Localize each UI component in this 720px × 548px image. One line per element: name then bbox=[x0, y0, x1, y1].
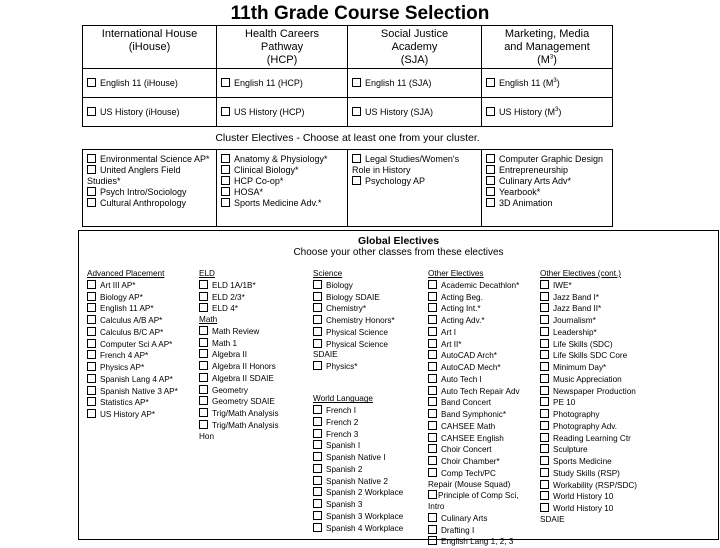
course-option[interactable]: Sports Medicine bbox=[540, 456, 637, 468]
course-option[interactable]: Geometry SDAIE bbox=[199, 396, 279, 408]
course-option[interactable]: US History $(M^3)$ bbox=[482, 98, 613, 127]
course-option[interactable]: Acting Int.* bbox=[428, 303, 520, 315]
checkbox[interactable] bbox=[87, 327, 96, 336]
course-option[interactable]: Choir Chamber* bbox=[428, 456, 520, 468]
course-option[interactable]: Spanish Lang 4 AP* bbox=[87, 374, 178, 386]
course-option[interactable]: Photography Adv. bbox=[540, 421, 637, 433]
course-option[interactable]: English 11 (SJA) bbox=[348, 69, 482, 98]
checkbox[interactable] bbox=[313, 440, 322, 449]
course-option[interactable]: Math Review bbox=[199, 326, 279, 338]
checkbox[interactable] bbox=[87, 107, 96, 116]
course-option[interactable]: Jazz Band II* bbox=[540, 303, 637, 315]
course-option[interactable]: Sports Medicine Adv.* bbox=[221, 198, 343, 209]
column-heading: ELD bbox=[199, 269, 215, 278]
course-option[interactable]: AutoCAD Arch* bbox=[428, 350, 520, 362]
checkbox[interactable] bbox=[221, 78, 230, 87]
checkbox[interactable] bbox=[221, 187, 230, 196]
checkbox[interactable] bbox=[199, 420, 208, 429]
course-option[interactable]: Academic Decathlon* bbox=[428, 280, 520, 292]
course-option[interactable]: Spanish I bbox=[313, 440, 403, 452]
other-electives-cont-column bbox=[540, 269, 637, 526]
checkbox[interactable] bbox=[428, 421, 437, 430]
checkbox[interactable] bbox=[87, 154, 96, 163]
page-title: 11th Grade Course Selection bbox=[230, 3, 490, 24]
course-option[interactable]: Physics AP* bbox=[87, 362, 178, 374]
course-option[interactable]: Auto Tech I bbox=[428, 374, 520, 386]
course-option[interactable]: Culinary Arts bbox=[428, 513, 520, 525]
course-option[interactable]: Entrepreneurship bbox=[486, 165, 608, 176]
course-option[interactable]: Life Skills (SDC) bbox=[540, 339, 637, 351]
course-option[interactable]: CAHSEE Math bbox=[428, 421, 520, 433]
checkbox[interactable] bbox=[313, 339, 322, 348]
course-option[interactable]: Computer Graphic Design bbox=[486, 154, 608, 165]
course-option[interactable]: Chemistry Honors* bbox=[313, 315, 403, 327]
eld-math-column bbox=[199, 269, 279, 442]
checkbox[interactable] bbox=[87, 350, 96, 359]
column-heading: Other Electives (cont.) bbox=[540, 269, 621, 278]
course-option[interactable]: 3D Animation bbox=[486, 198, 608, 209]
course-option[interactable]: Psychology AP bbox=[352, 176, 477, 187]
course-option[interactable]: French I bbox=[313, 405, 403, 417]
course-option[interactable]: Spanish Native 2 bbox=[313, 476, 403, 488]
checkbox[interactable] bbox=[540, 444, 549, 453]
course-option[interactable]: World History 10 bbox=[540, 491, 637, 503]
course-option[interactable]: World History 10 bbox=[540, 503, 637, 515]
checkbox[interactable] bbox=[87, 165, 96, 174]
course-option[interactable]: Comp Tech/PC bbox=[428, 468, 520, 480]
course-option[interactable]: Trig/Math Analysis bbox=[199, 420, 279, 432]
checkbox[interactable] bbox=[428, 350, 437, 359]
course-option[interactable]: English Lang 1, 2, 3 bbox=[428, 536, 520, 548]
course-option[interactable]: Calculus B/C AP* bbox=[87, 327, 178, 339]
checkbox[interactable] bbox=[540, 339, 549, 348]
checkbox[interactable] bbox=[87, 362, 96, 371]
checkbox[interactable] bbox=[428, 292, 437, 301]
checkbox[interactable] bbox=[199, 361, 208, 370]
course-option[interactable]: IWE* bbox=[540, 280, 637, 292]
checkbox[interactable] bbox=[540, 468, 549, 477]
checkbox[interactable] bbox=[428, 444, 437, 453]
checkbox[interactable] bbox=[313, 405, 322, 414]
cluster-m3 bbox=[482, 150, 613, 227]
checkbox[interactable] bbox=[428, 339, 437, 348]
pathway-table bbox=[82, 25, 613, 227]
checkbox[interactable] bbox=[199, 408, 208, 417]
course-option[interactable]: Life Skills SDC Core bbox=[540, 350, 637, 362]
cluster-banner: Cluster Electives - Choose at least one from your cluster. bbox=[83, 127, 613, 150]
checkbox[interactable] bbox=[428, 280, 437, 289]
checkbox[interactable] bbox=[313, 487, 322, 496]
course-option[interactable]: United Anglers Field Studies* bbox=[87, 165, 181, 186]
course-option[interactable]: Geometry bbox=[199, 385, 279, 397]
course-option[interactable]: ELD 1A/1B* bbox=[199, 280, 279, 292]
course-option[interactable]: French 4 AP* bbox=[87, 350, 178, 362]
course-option[interactable]: Chemistry* bbox=[313, 303, 403, 315]
checkbox[interactable] bbox=[87, 292, 96, 301]
course-option[interactable]: Principle of Comp Sci, bbox=[428, 490, 520, 502]
checkbox[interactable] bbox=[352, 78, 361, 87]
course-option[interactable]: Biology SDAIE bbox=[313, 292, 403, 304]
course-option[interactable]: French 3 bbox=[313, 429, 403, 441]
checkbox[interactable] bbox=[313, 464, 322, 473]
course-option[interactable]: Jazz Band I* bbox=[540, 292, 637, 304]
checkbox[interactable] bbox=[313, 315, 322, 324]
course-option[interactable]: Study Skills (RSP) bbox=[540, 468, 637, 480]
column-heading: Math bbox=[199, 315, 218, 324]
course-option[interactable]: Biology AP* bbox=[87, 292, 178, 304]
course-option[interactable]: Algebra II Honors bbox=[199, 361, 279, 373]
course-option[interactable]: US History AP* bbox=[87, 409, 178, 421]
checkbox[interactable] bbox=[428, 468, 437, 477]
checkbox[interactable] bbox=[540, 280, 549, 289]
course-option[interactable]: Anatomy & Physiology* bbox=[221, 154, 343, 165]
checkbox[interactable] bbox=[428, 513, 437, 522]
course-option[interactable]: Trig/Math Analysis bbox=[199, 408, 279, 420]
course-option[interactable]: Psych Intro/Sociology bbox=[87, 187, 212, 198]
checkbox[interactable] bbox=[540, 421, 549, 430]
checkbox[interactable] bbox=[428, 490, 437, 499]
checkbox[interactable] bbox=[313, 292, 322, 301]
course-option[interactable]: Spanish Native I bbox=[313, 452, 403, 464]
course-text: Hon bbox=[199, 431, 215, 441]
course-option[interactable]: Art I bbox=[428, 327, 520, 339]
checkbox[interactable] bbox=[540, 374, 549, 383]
course-option[interactable]: US History (iHouse) bbox=[83, 98, 217, 127]
checkbox[interactable] bbox=[313, 327, 322, 336]
course-option[interactable]: English 11 (HCP) bbox=[217, 69, 348, 98]
global-electives-title: Global Electives bbox=[357, 235, 440, 247]
checkbox[interactable] bbox=[199, 303, 208, 312]
course-option[interactable]: Photography bbox=[540, 409, 637, 421]
cluster-ihouse bbox=[83, 150, 217, 227]
course-option[interactable]: Acting Adv.* bbox=[428, 315, 520, 327]
science-language-column bbox=[313, 269, 403, 534]
cluster-hcp bbox=[217, 150, 348, 227]
course-text: SDAIE bbox=[540, 514, 565, 524]
checkbox[interactable] bbox=[313, 523, 322, 532]
course-option[interactable]: Statistics AP* bbox=[87, 397, 178, 409]
global-electives-box bbox=[78, 230, 719, 547]
checkbox[interactable] bbox=[352, 107, 361, 116]
checkbox[interactable] bbox=[486, 78, 495, 87]
checkbox[interactable] bbox=[486, 176, 495, 185]
checkbox[interactable] bbox=[313, 452, 322, 461]
course-option[interactable]: English 11 AP* bbox=[87, 303, 178, 315]
checkbox[interactable] bbox=[221, 198, 230, 207]
checkbox[interactable] bbox=[540, 491, 549, 500]
checkbox[interactable] bbox=[352, 176, 361, 185]
checkbox[interactable] bbox=[87, 187, 96, 196]
checkbox[interactable] bbox=[87, 303, 96, 312]
checkbox[interactable] bbox=[428, 374, 437, 383]
checkbox[interactable] bbox=[313, 476, 322, 485]
checkbox[interactable] bbox=[428, 536, 437, 545]
course-text: Repair (Mouse Squad) bbox=[428, 479, 511, 489]
course-option[interactable]: Reading Learning Ctr bbox=[540, 433, 637, 445]
course-option[interactable]: Newspaper Production bbox=[540, 386, 637, 398]
checkbox[interactable] bbox=[540, 327, 549, 336]
course-option[interactable]: Art III AP* bbox=[87, 280, 178, 292]
course-option[interactable]: Spanish 4 Workplace bbox=[313, 523, 403, 535]
checkbox[interactable] bbox=[428, 303, 437, 312]
course-option[interactable]: Auto Tech Repair Adv bbox=[428, 386, 520, 398]
course-option[interactable]: Biology bbox=[313, 280, 403, 292]
checkbox[interactable] bbox=[199, 349, 208, 358]
checkbox[interactable] bbox=[199, 338, 208, 347]
checkbox[interactable] bbox=[428, 397, 437, 406]
checkbox[interactable] bbox=[221, 165, 230, 174]
checkbox[interactable] bbox=[428, 433, 437, 442]
course-option[interactable]: English 11 (iHouse) bbox=[83, 69, 217, 98]
checkbox[interactable] bbox=[87, 315, 96, 324]
course-option[interactable]: Band Symphonic* bbox=[428, 409, 520, 421]
checkbox[interactable] bbox=[199, 373, 208, 382]
course-option[interactable]: Minimum Day* bbox=[540, 362, 637, 374]
course-option[interactable]: Legal Studies/Women's Role in History bbox=[352, 154, 460, 175]
checkbox[interactable] bbox=[540, 456, 549, 465]
course-option[interactable]: ELD 4* bbox=[199, 303, 279, 315]
checkbox[interactable] bbox=[313, 361, 322, 370]
column-heading: Other Electives bbox=[428, 269, 484, 278]
course-option[interactable]: English 11 $(M^3)$ bbox=[482, 69, 613, 98]
course-option[interactable]: Spanish 2 bbox=[313, 464, 403, 476]
checkbox[interactable] bbox=[352, 154, 361, 163]
ap-column bbox=[87, 269, 178, 421]
checkbox[interactable] bbox=[428, 409, 437, 418]
checkbox[interactable] bbox=[87, 386, 96, 395]
course-option[interactable]: French 2 bbox=[313, 417, 403, 429]
checkbox[interactable] bbox=[87, 78, 96, 87]
checkbox[interactable] bbox=[199, 280, 208, 289]
checkbox[interactable] bbox=[87, 397, 96, 406]
course-option[interactable]: Algebra II bbox=[199, 349, 279, 361]
checkbox[interactable] bbox=[221, 107, 230, 116]
checkbox[interactable] bbox=[486, 198, 495, 207]
checkbox[interactable] bbox=[540, 433, 549, 442]
course-option[interactable]: Spanish 2 Workplace bbox=[313, 487, 403, 499]
checkbox[interactable] bbox=[199, 396, 208, 405]
checkbox[interactable] bbox=[486, 154, 495, 163]
pathway-ihouse-header: International House (iHouse) bbox=[83, 26, 217, 69]
checkbox[interactable] bbox=[486, 107, 495, 116]
course-text: SDAIE bbox=[313, 350, 338, 360]
pathway-hcp-header: Health Careers Pathway (HCP) bbox=[217, 26, 348, 69]
course-option[interactable]: Choir Concert bbox=[428, 444, 520, 456]
checkbox[interactable] bbox=[428, 327, 437, 336]
checkbox[interactable] bbox=[313, 303, 322, 312]
checkbox[interactable] bbox=[540, 480, 549, 489]
checkbox[interactable] bbox=[313, 280, 322, 289]
cluster-sja bbox=[348, 150, 482, 227]
course-option[interactable]: Math 1 bbox=[199, 338, 279, 350]
checkbox[interactable] bbox=[540, 397, 549, 406]
pathway-sja-header: Social Justice Academy (SJA) bbox=[348, 26, 482, 69]
checkbox[interactable] bbox=[221, 154, 230, 163]
checkbox[interactable] bbox=[428, 456, 437, 465]
course-option[interactable]: Journalism* bbox=[540, 315, 637, 327]
global-electives-subtitle: Choose your other classes from these electives bbox=[293, 247, 504, 258]
course-option[interactable]: Band Concert bbox=[428, 397, 520, 409]
column-heading: World Language bbox=[313, 394, 373, 404]
course-option[interactable]: Physical Science bbox=[313, 327, 403, 339]
checkbox[interactable] bbox=[87, 409, 96, 418]
checkbox[interactable] bbox=[313, 417, 322, 426]
checkbox[interactable] bbox=[428, 362, 437, 371]
course-text: Intro bbox=[428, 502, 445, 511]
checkbox[interactable] bbox=[540, 350, 549, 359]
course-option[interactable]: Calculus A/B AP* bbox=[87, 315, 178, 327]
checkbox[interactable] bbox=[540, 315, 549, 324]
checkbox[interactable] bbox=[87, 374, 96, 383]
course-option[interactable]: Algebra II SDAIE bbox=[199, 373, 279, 385]
checkbox[interactable] bbox=[87, 280, 96, 289]
course-option[interactable]: Physical Science bbox=[313, 339, 403, 351]
course-option[interactable]: Sculpture bbox=[540, 444, 637, 456]
checkbox[interactable] bbox=[87, 339, 96, 348]
checkbox[interactable] bbox=[87, 198, 96, 207]
checkbox[interactable] bbox=[486, 165, 495, 174]
course-option[interactable]: Yearbook* bbox=[486, 187, 608, 198]
course-option[interactable]: US History (SJA) bbox=[348, 98, 482, 127]
checkbox[interactable] bbox=[199, 292, 208, 301]
checkbox[interactable] bbox=[199, 326, 208, 335]
checkbox[interactable] bbox=[313, 429, 322, 438]
checkbox[interactable] bbox=[199, 385, 208, 394]
checkbox[interactable] bbox=[540, 386, 549, 395]
course-option[interactable]: Clinical Biology* bbox=[221, 165, 343, 176]
course-option[interactable]: Spanish Native 3 AP* bbox=[87, 386, 178, 398]
checkbox[interactable] bbox=[540, 409, 549, 418]
checkbox[interactable] bbox=[486, 187, 495, 196]
course-option[interactable]: Leadership* bbox=[540, 327, 637, 339]
course-option[interactable]: Music Appreciation bbox=[540, 374, 637, 386]
checkbox[interactable] bbox=[313, 499, 322, 508]
course-option[interactable]: ELD 2/3* bbox=[199, 292, 279, 304]
checkbox[interactable] bbox=[428, 525, 437, 534]
checkbox[interactable] bbox=[428, 315, 437, 324]
checkbox[interactable] bbox=[221, 176, 230, 185]
pathway-m3-header: Marketing, Media and Management $(M^3)$ bbox=[482, 26, 613, 69]
course-option[interactable]: Physics* bbox=[313, 361, 403, 373]
course-option[interactable]: Spanish 3 Workplace bbox=[313, 511, 403, 523]
checkbox[interactable] bbox=[313, 511, 322, 520]
course-option[interactable]: US History (HCP) bbox=[217, 98, 348, 127]
course-option[interactable]: Cultural Anthropology bbox=[87, 198, 212, 209]
course-option[interactable]: Spanish 3 bbox=[313, 499, 403, 511]
other-electives-column bbox=[428, 269, 520, 548]
course-option[interactable]: HCP Co-op* bbox=[221, 176, 343, 187]
course-option[interactable]: Drafting I bbox=[428, 525, 520, 537]
column-heading: Science bbox=[313, 269, 343, 278]
course-option[interactable]: AutoCAD Mech* bbox=[428, 362, 520, 374]
checkbox[interactable] bbox=[428, 386, 437, 395]
checkbox[interactable] bbox=[540, 362, 549, 371]
course-option[interactable]: Computer Sci A AP* bbox=[87, 339, 178, 351]
course-option[interactable]: Culinary Arts Adv* bbox=[486, 176, 608, 187]
course-option[interactable]: Environmental Science AP* bbox=[87, 154, 212, 165]
course-option[interactable]: Acting Beg. bbox=[428, 292, 520, 304]
course-option[interactable]: HOSA* bbox=[221, 187, 343, 198]
course-option[interactable]: PE 10 bbox=[540, 397, 637, 409]
course-option[interactable]: CAHSEE English bbox=[428, 433, 520, 445]
column-heading: Advanced Placement bbox=[87, 269, 165, 278]
checkbox[interactable] bbox=[540, 503, 549, 512]
checkbox[interactable] bbox=[540, 303, 549, 312]
course-option[interactable]: Art II* bbox=[428, 339, 520, 351]
checkbox[interactable] bbox=[540, 292, 549, 301]
course-option[interactable]: Workability (RSP/SDC) bbox=[540, 480, 637, 492]
